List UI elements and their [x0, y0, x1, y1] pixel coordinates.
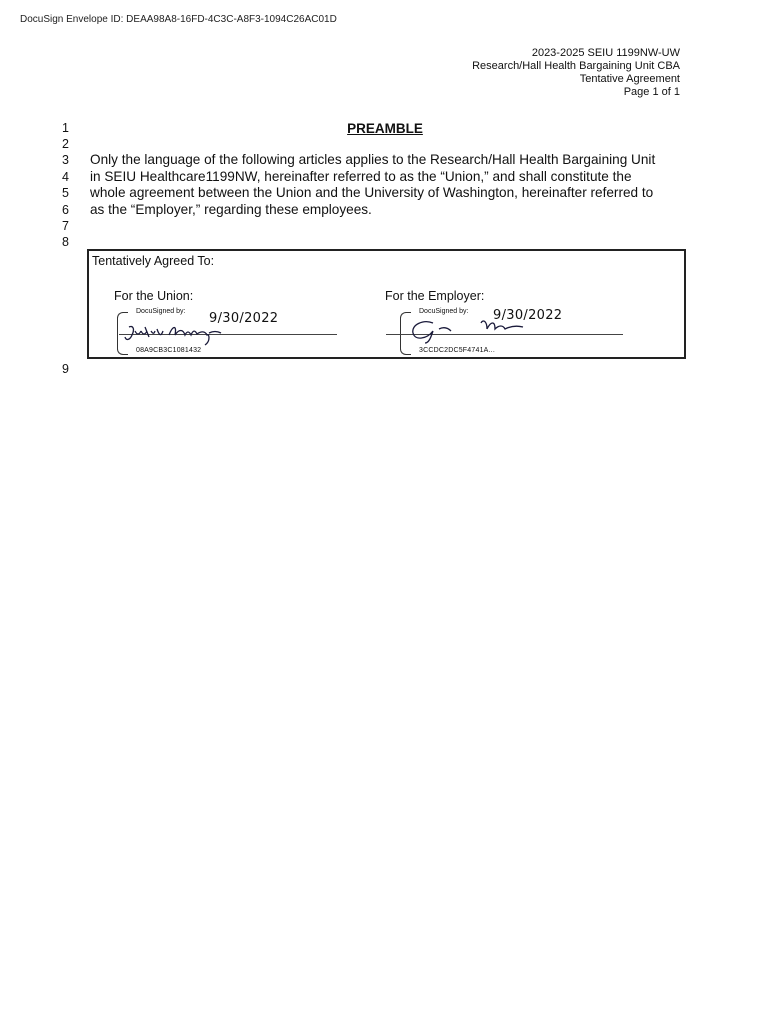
paragraph-line: in SEIU Healthcare1199NW, hereinafter referred to as the “Union,” and shall constitute the [90, 168, 632, 184]
header-doc-type: Tentative Agreement [579, 73, 680, 85]
union-sign-date: 9/30/2022 [209, 311, 279, 326]
employer-docusigned-label: DocuSigned by: [419, 308, 469, 315]
line-number: 2 [62, 137, 69, 151]
line-number: 3 [62, 153, 69, 167]
tentative-agreement-box [87, 249, 686, 359]
paragraph-line: whole agreement between the Union and the University of Washington, hereinafter referred to [90, 185, 654, 200]
preamble-paragraph [90, 152, 690, 218]
union-signer-id: 08A9CB3C1081432 [136, 347, 202, 354]
line-number: 5 [62, 186, 69, 200]
line-number: 8 [62, 235, 69, 249]
line-number: 6 [62, 203, 69, 217]
line-number: 1 [62, 121, 69, 135]
union-label: For the Union: [114, 289, 194, 303]
line-number: 4 [62, 170, 69, 184]
header-page-number: Page 1 of 1 [623, 86, 680, 98]
page-title [0, 121, 770, 136]
employer-signer-id: 3CCDC2DC5F4741A... [419, 347, 495, 354]
header-unit: Research/Hall Health Bargaining Unit CBA [472, 60, 680, 72]
agreement-label: Tentatively Agreed To: [92, 254, 215, 268]
title-text: PREAMBLE [347, 121, 423, 136]
union-docusigned-label: DocuSigned by: [136, 308, 186, 315]
document-header [472, 47, 680, 99]
paragraph-line: Only the language of the following articles applies to the Research/Hall Health Bargaining Unit [90, 152, 656, 167]
envelope-id: DocuSign Envelope ID: DEAA98A8-16FD-4C3C-A8F3-1094C26AC01D [20, 14, 337, 25]
employer-sign-date: 9/30/2022 [493, 308, 563, 323]
line-number: 7 [62, 219, 69, 233]
line-number: 9 [62, 362, 69, 376]
header-cba-title: 2023-2025 SEIU 1199NW-UW [531, 47, 680, 59]
employer-signature-icon [403, 315, 543, 345]
paragraph-line: as the “Employer,” regarding these employees. [90, 201, 372, 217]
employer-label: For the Employer: [385, 289, 485, 303]
union-signature-icon [123, 321, 233, 347]
